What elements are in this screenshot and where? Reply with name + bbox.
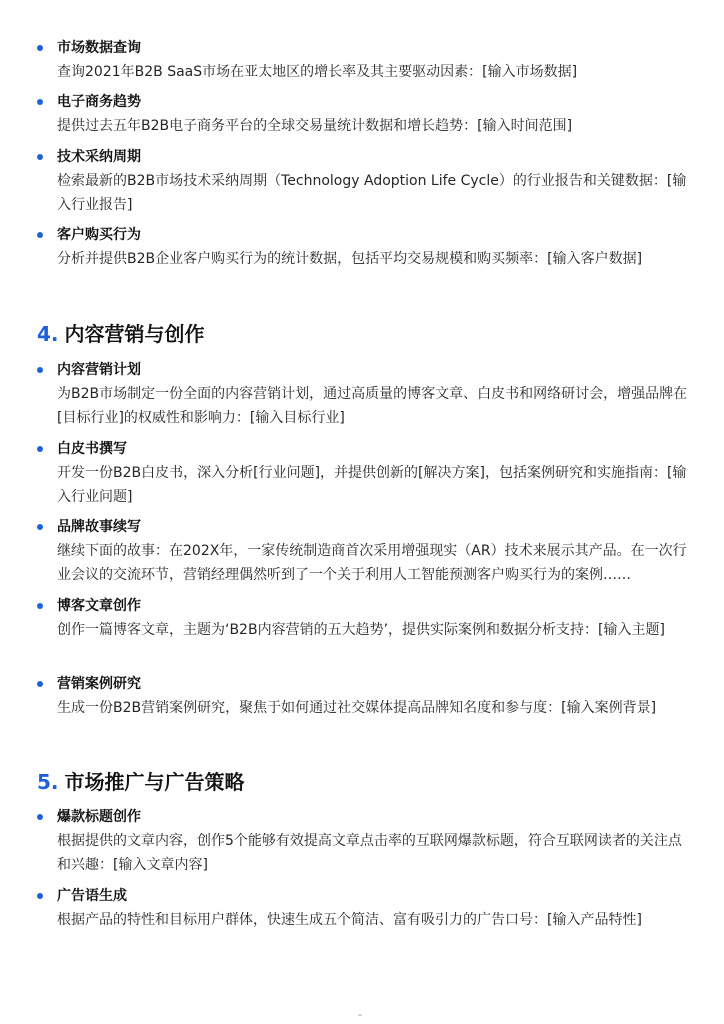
list-item [0,146,724,224]
item-description: 根据产品的特性和目标用户群体，快速生成五个简洁、富有吸引力的广告口号：[输入产品特性] [57,912,642,928]
item-description: 创作一篇博客文章，主题为‘B2B内容营销的五大趋势’，提供实际案例和数据分析支持：[输入主题] [57,622,665,638]
bullet-icon [37,524,43,530]
bullet-icon [37,99,43,105]
item-title: 品牌故事续写 [57,519,141,535]
bullet-icon [37,603,43,609]
bullet-icon [37,232,43,238]
item-description: 根据提供的文章内容，创作5个能够有效提高文章点击率的互联网爆款标题，符合互联网读者的关注点和兴趣：[输入文章内容] [57,833,682,873]
section-5-heading [37,768,245,796]
list-item [0,438,724,516]
item-title: 客户购买行为 [57,227,141,243]
item-title: 市场数据查询 [57,40,141,56]
bullet-icon [37,893,43,899]
item-title: 白皮书撰写 [57,441,127,457]
item-description: 查询2021年B2B SaaS市场在亚太地区的增长率及其主要驱动因素：[输入市场数据] [57,64,578,80]
list-item [0,224,724,278]
page-footer-mark [358,1014,362,1016]
item-description: 分析并提供B2B企业客户购买行为的统计数据，包括平均交易规模和购买频率：[输入客户数据] [57,251,643,267]
bullet-icon [37,446,43,452]
section-number: 5. [37,770,59,794]
item-description: 为B2B市场制定一份全面的内容营销计划，通过高质量的博客文章、白皮书和网络研讨会，增强品牌在[目标行业]的权威性和影响力：[输入目标行业] [57,386,688,426]
item-title: 内容营销计划 [57,362,141,378]
bullet-icon [37,154,43,160]
list-item [0,885,724,939]
item-description: 继续下面的故事：在202X年，一家传统制造商首次采用增强现实（AR）技术来展示其产品。在一次行业会议的交流环节，营销经理偶然听到了一个关于利用人工智能预测客户购买行为的案例…… [57,543,687,583]
item-description: 检索最新的B2B市场技术采纳周期（Technology Adoption Life Cycle）的行业报告和关键数据：[输入行业报告] [57,173,687,213]
section-title: 市场推广与广告策略 [64,770,245,794]
list-item [0,37,724,91]
section-4-heading [37,320,205,348]
list-item [0,516,724,595]
item-description: 开发一份B2B白皮书，深入分析[行业问题]，并提供创新的[解决方案]，包括案例研究和实施指南：[输入行业问题] [57,465,687,505]
section-4-list [0,359,724,727]
section-number: 4. [37,322,59,346]
item-description: 提供过去五年B2B电子商务平台的全球交易量统计数据和增长趋势：[输入时间范围] [57,118,573,134]
item-title: 爆款标题创作 [57,809,141,825]
bullet-icon [37,681,43,687]
item-title: 营销案例研究 [57,676,141,692]
bullet-icon [37,367,43,373]
bullet-icon [37,45,43,51]
section-3-list [0,37,724,278]
list-item [0,673,724,727]
item-title: 技术采纳周期 [57,149,141,165]
section-title: 内容营销与创作 [64,322,205,346]
section-5-list [0,806,724,939]
item-description: 生成一份B2B营销案例研究，聚焦于如何通过社交媒体提高品牌知名度和参与度：[输入案例背景] [57,700,657,716]
item-title: 广告语生成 [57,888,127,904]
list-item [0,91,724,146]
list-item [0,595,724,673]
list-item [0,806,724,885]
list-item [0,359,724,438]
bullet-icon [37,814,43,820]
item-title: 博客文章创作 [57,598,141,614]
item-title: 电子商务趋势 [57,94,141,110]
